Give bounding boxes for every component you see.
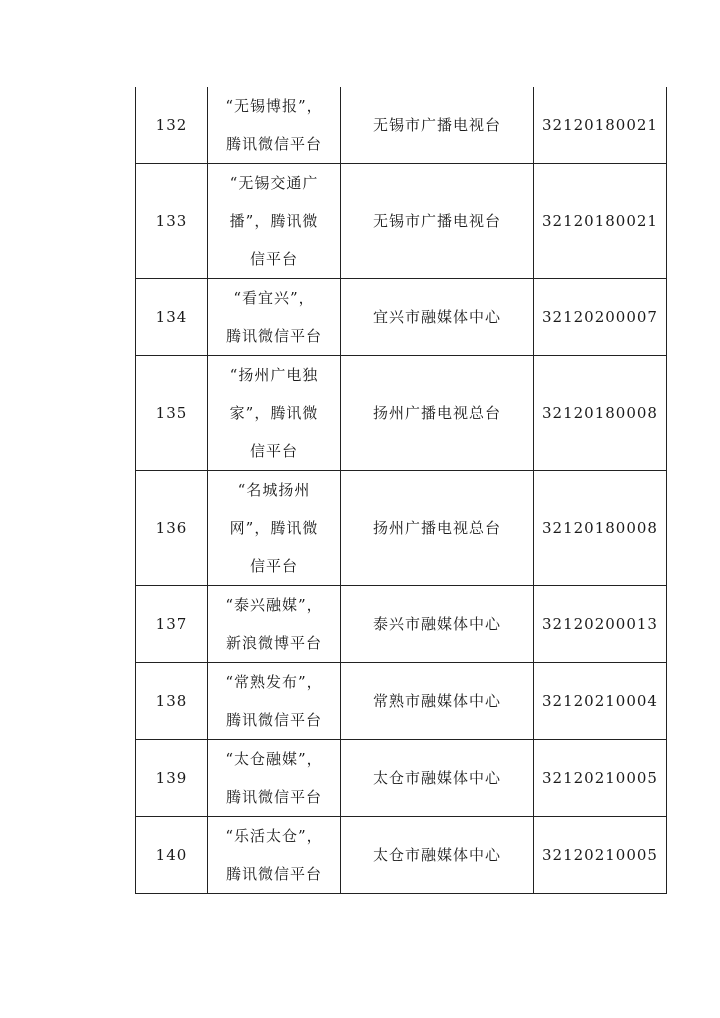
license-code: 32120210005 (534, 740, 667, 817)
account-name-line: 信平台 (249, 250, 298, 268)
row-number: 139 (136, 740, 208, 817)
account-name (208, 586, 341, 663)
account-name (208, 356, 341, 471)
account-name-line: 腾讯微信平台 (225, 135, 322, 153)
table-row (136, 164, 667, 279)
account-name (208, 471, 341, 586)
table-row (136, 279, 667, 356)
account-name-line: 腾讯微信平台 (225, 865, 322, 883)
account-name-line: “太仓融媒”， (225, 750, 323, 768)
account-name-line: “无锡交通广 (229, 174, 319, 192)
row-number: 133 (136, 164, 208, 279)
row-number: 134 (136, 279, 208, 356)
table-row (136, 356, 667, 471)
account-name-line: “扬州广电独 (229, 366, 319, 384)
account-name (208, 87, 341, 164)
account-name-line: “无锡博报”， (225, 97, 323, 115)
account-name-line: 信平台 (249, 442, 298, 460)
account-name-line: “泰兴融媒”， (225, 596, 323, 614)
table-row (136, 586, 667, 663)
organization: 太仓市融媒体中心 (341, 740, 534, 817)
organization: 扬州广播电视总台 (341, 356, 534, 471)
license-code: 32120210005 (534, 817, 667, 894)
table-row (136, 663, 667, 740)
account-name-line: 腾讯微信平台 (225, 711, 322, 729)
row-number: 138 (136, 663, 208, 740)
account-name-line: 信平台 (249, 557, 298, 575)
license-code: 32120180008 (534, 356, 667, 471)
row-number: 136 (136, 471, 208, 586)
account-name-line: 腾讯微信平台 (225, 788, 322, 806)
row-number: 135 (136, 356, 208, 471)
account-name (208, 817, 341, 894)
row-number: 137 (136, 586, 208, 663)
account-name-line: 腾讯微信平台 (225, 327, 322, 345)
license-code: 32120180008 (534, 471, 667, 586)
license-code: 32120210004 (534, 663, 667, 740)
table-row (136, 817, 667, 894)
organization: 太仓市融媒体中心 (341, 817, 534, 894)
row-number: 132 (136, 87, 208, 164)
table-row (136, 87, 667, 164)
organization: 常熟市融媒体中心 (341, 663, 534, 740)
account-name-line: 网”，腾讯微 (229, 519, 319, 537)
account-name-line: 播”，腾讯微 (229, 212, 319, 230)
organization: 无锡市广播电视台 (341, 87, 534, 164)
license-code: 32120200013 (534, 586, 667, 663)
registry-table (135, 87, 667, 894)
license-code: 32120200007 (534, 279, 667, 356)
account-name-line: “乐活太仓”， (225, 827, 323, 845)
table-row (136, 740, 667, 817)
table-row (136, 471, 667, 586)
account-name (208, 740, 341, 817)
license-code: 32120180021 (534, 164, 667, 279)
row-number: 140 (136, 817, 208, 894)
account-name-line: “常熟发布”， (225, 673, 323, 691)
organization: 扬州广播电视总台 (341, 471, 534, 586)
account-name-line: 新浪微博平台 (225, 634, 322, 652)
account-name-line: 家”，腾讯微 (229, 404, 319, 422)
account-name (208, 164, 341, 279)
license-code: 32120180021 (534, 87, 667, 164)
account-name (208, 279, 341, 356)
account-name-line: “名城扬州 (237, 481, 311, 499)
organization: 泰兴市融媒体中心 (341, 586, 534, 663)
organization: 无锡市广播电视台 (341, 164, 534, 279)
account-name (208, 663, 341, 740)
account-name-line: “看宜兴”， (233, 289, 315, 307)
organization: 宜兴市融媒体中心 (341, 279, 534, 356)
